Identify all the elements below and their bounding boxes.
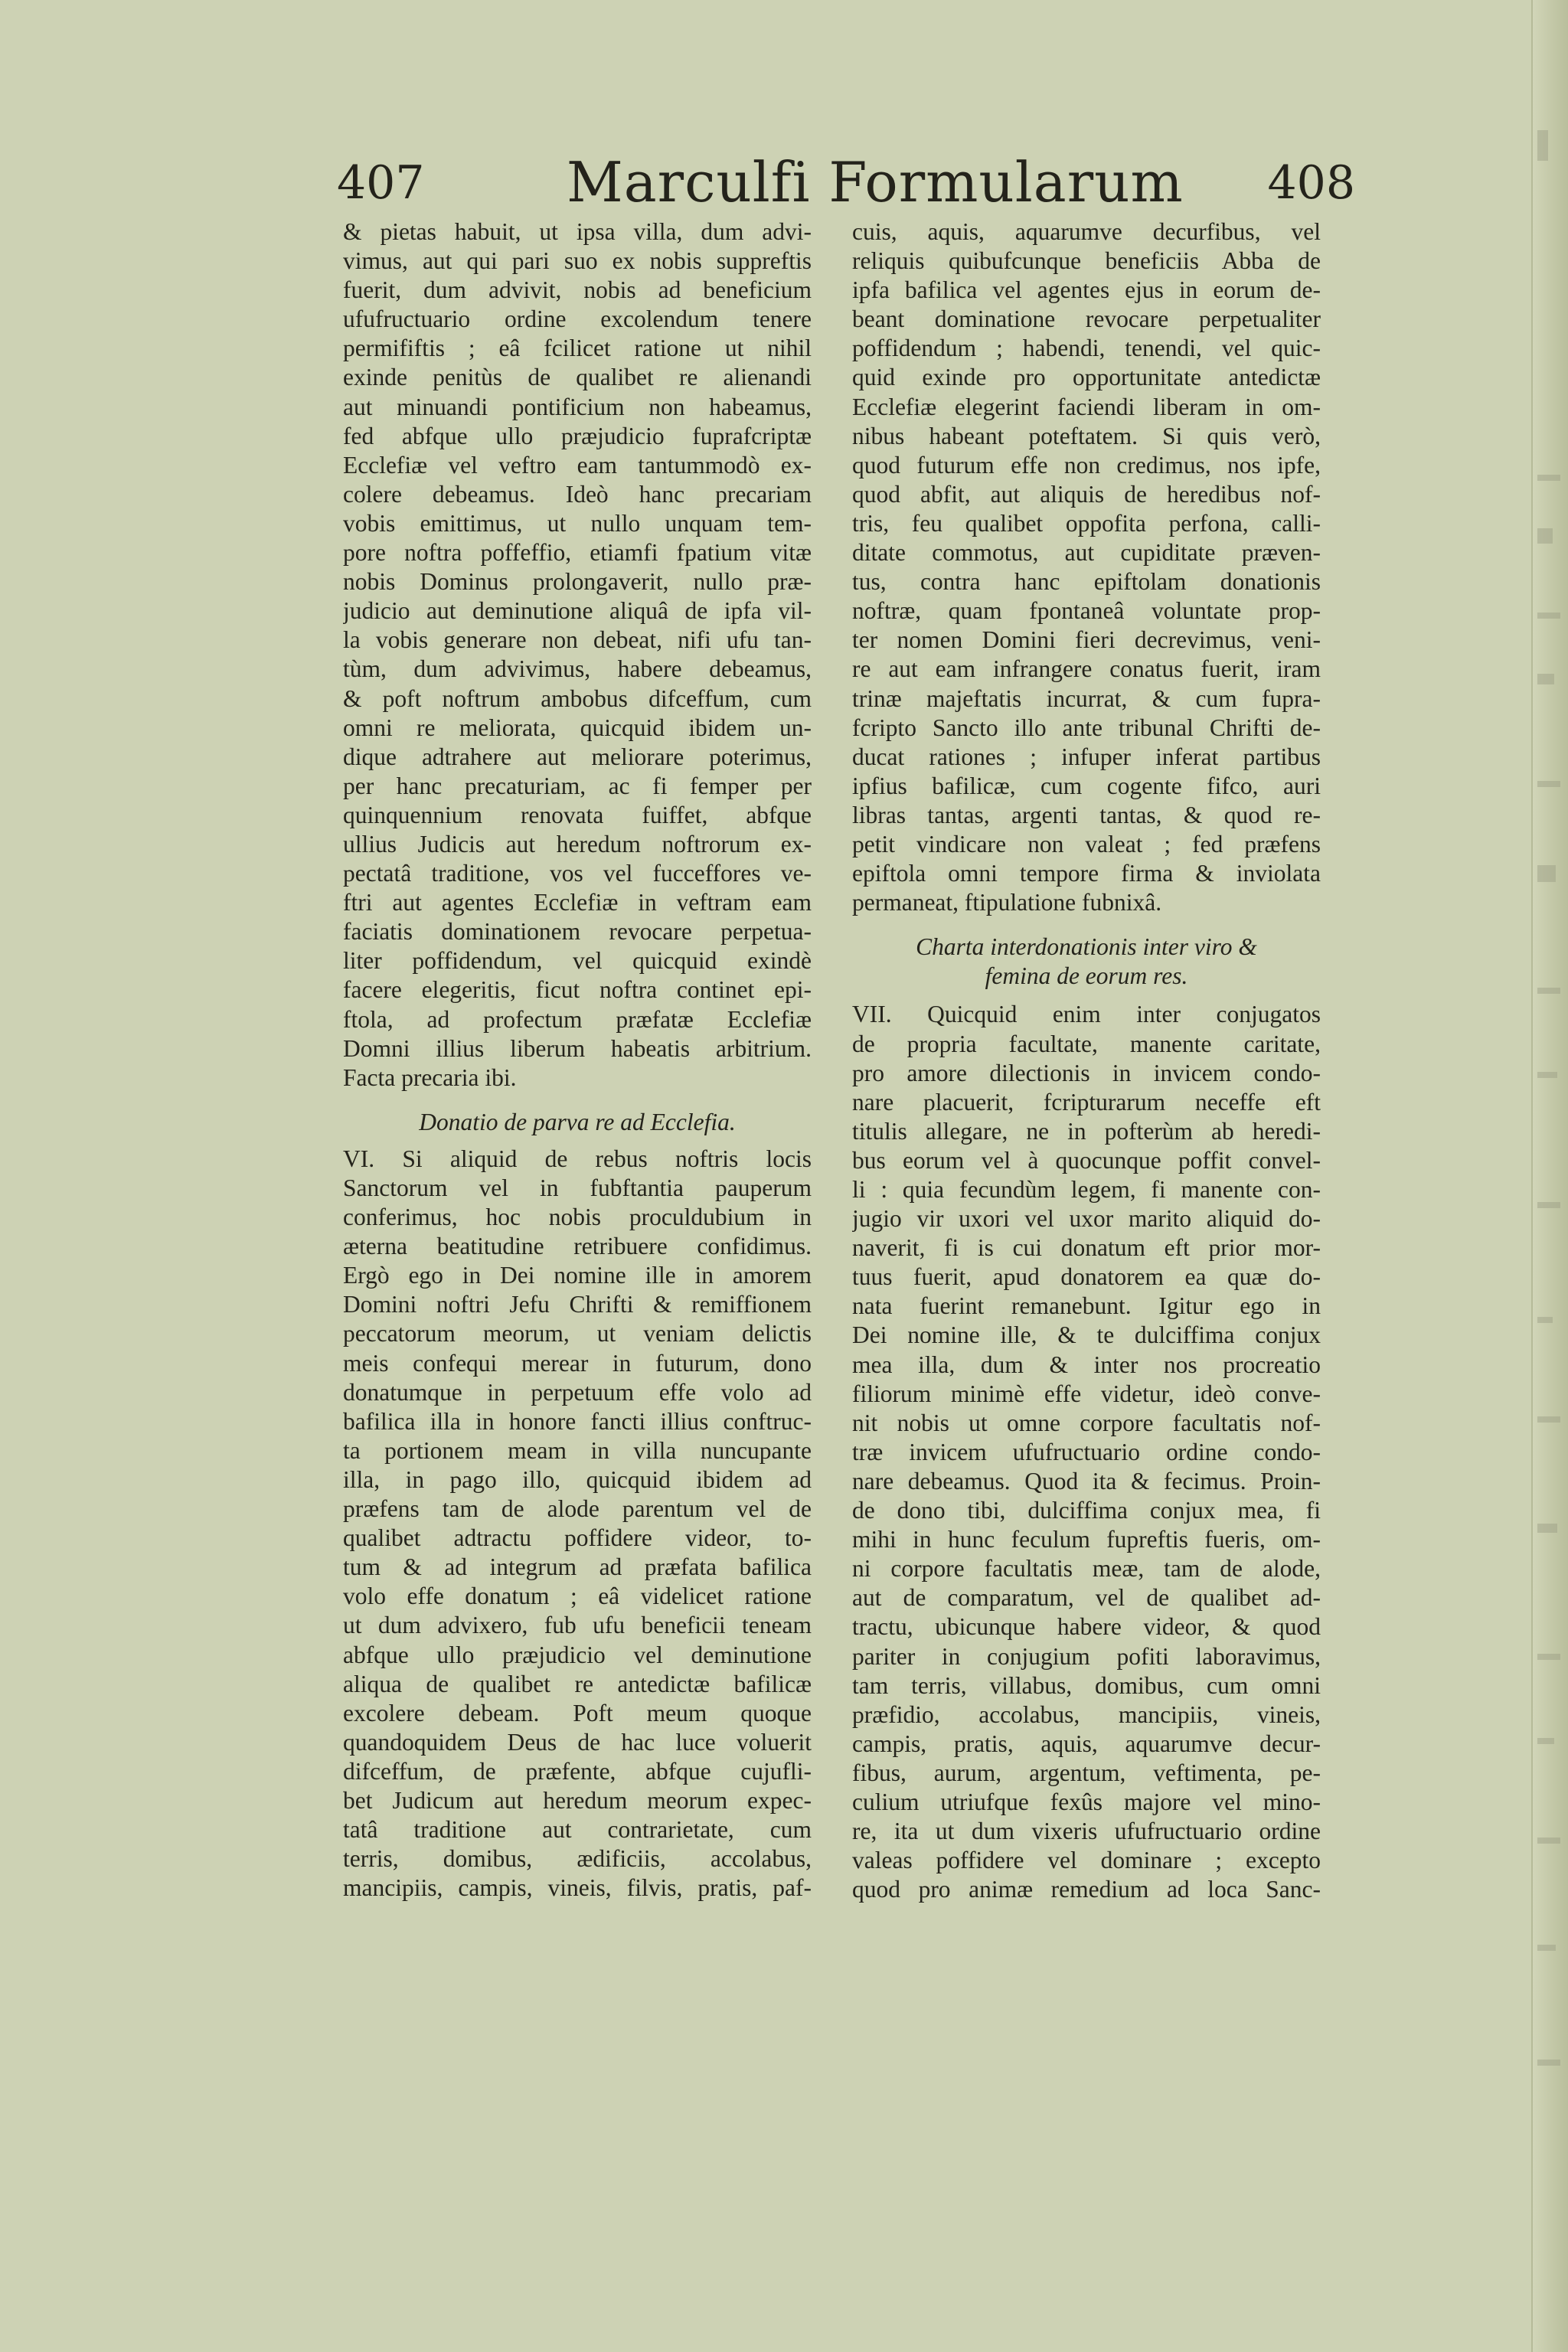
text-line: ditate commotus, aut cupiditate præven- <box>852 539 1321 567</box>
text-line: Domni illius liberum habeatis arbitrium. <box>343 1034 812 1062</box>
text-line: campis, pratis, aquis, aquarumve decur- <box>852 1730 1321 1757</box>
text-line: mancipiis, campis, vineis, filvis, pratis, paf- <box>343 1874 812 1902</box>
text-line: judicio aut deminutione aliquâ de ipfa vil- <box>343 597 812 625</box>
text-line: tùm, dum advivimus, habere debeamus, <box>343 655 812 683</box>
text-line: Ecclefiæ vel veftro eam tantummodò ex- <box>343 451 812 479</box>
text-line: ut dum advixero, fub ufu beneficii teneam <box>343 1612 812 1639</box>
text-line: culium utriufque fexûs majore vel mino- <box>852 1788 1321 1815</box>
text-line: de propria facultate, manente caritate, <box>852 1030 1321 1057</box>
section-heading-vii-line2: femina de eorum res. <box>985 962 1188 990</box>
text-line: ftola, ad profectum præfatæ Ecclefiæ <box>343 1005 812 1033</box>
text-line: fuerit, dum advivit, nobis ad beneficium <box>343 276 812 304</box>
facing-page-ink <box>1537 1738 1554 1744</box>
facing-page-ink <box>1537 1072 1557 1078</box>
text-line: colere debeamus. Ideò hanc precariam <box>343 480 812 508</box>
facing-page-ink <box>1537 1654 1560 1660</box>
text-line: naverit, fi is cui donatum eft prior mor- <box>852 1234 1321 1262</box>
facing-page-ink <box>1537 988 1560 994</box>
text-line: facere elegeritis, ficut noftra continet epi- <box>343 976 812 1004</box>
text-line: tuus fuerit, apud donatorem ea quæ do- <box>852 1263 1321 1291</box>
text-line: abfque ullo præjudicio vel deminutione <box>343 1641 812 1668</box>
text-line: poffidendum ; habendi, tenendi, vel quic- <box>852 335 1321 362</box>
text-line: de dono tibi, dulciffima conjux mea, fi <box>852 1497 1321 1524</box>
facing-page-ink <box>1537 1945 1556 1951</box>
text-line: nare placuerit, fcripturarum neceffe eft <box>852 1088 1321 1116</box>
facing-page-ink <box>1537 475 1560 481</box>
text-line: permaneat, ftipulatione fubnixâ. <box>852 889 1162 916</box>
text-line: quinquennium renovata fuiffet, abfque <box>343 801 812 828</box>
text-line: faciatis dominationem revocare perpetua- <box>343 918 812 946</box>
left-column-text <box>343 217 812 1093</box>
text-line: epiftola omni tempore firma & inviolata <box>852 860 1321 887</box>
page-number-left: 407 <box>337 156 425 210</box>
text-line: ta portionem meam in villa nuncupante <box>343 1436 812 1464</box>
facing-page-ink <box>1537 1416 1560 1423</box>
text-line: re, ita ut dum vixeris ufufructuario ordine <box>852 1818 1321 1845</box>
text-line: ipfa bafilica vel agentes ejus in eorum de- <box>852 276 1321 304</box>
text-line: nit nobis ut omne corpore facultatis nof- <box>852 1409 1321 1436</box>
running-header <box>337 150 1355 214</box>
right-column <box>852 217 1321 1904</box>
left-column <box>343 217 812 1903</box>
text-line: terris, domibus, ædificiis, accolabus, <box>343 1845 812 1873</box>
text-line: quid exinde pro opportunitate antedictæ <box>852 364 1321 391</box>
facing-page-ink <box>1537 1524 1557 1533</box>
text-line: nibus habeant poteftatem. Si quis verò, <box>852 422 1321 449</box>
left-column-text-vi <box>343 1145 812 1903</box>
text-line: nata fuerint remanebunt. Igitur ego in <box>852 1292 1321 1320</box>
text-line: & pietas habuit, ut ipsa villa, dum advi- <box>343 218 812 245</box>
text-line: præfidio, accolabus, mancipiis, vineis, <box>852 1700 1321 1728</box>
text-line: quod abfit, aut aliquis de heredibus nof- <box>852 480 1321 508</box>
text-line: difceffum, de præfente, abfque cujufli- <box>343 1757 812 1785</box>
text-line: ipfius bafilicæ, cum cogente fifco, auri <box>852 772 1321 799</box>
facing-page-ink <box>1537 781 1560 787</box>
text-line: ni corpore facultatis meæ, tam de alode, <box>852 1555 1321 1583</box>
facing-page-ink <box>1537 2060 1560 2066</box>
text-line: fed abfque ullo præjudicio fuprafcriptæ <box>343 422 812 449</box>
facing-page-ink <box>1537 1838 1560 1844</box>
text-line: peccatorum meorum, ut veniam delictis <box>343 1320 812 1348</box>
facing-page-ink <box>1537 612 1560 619</box>
text-line: tris, feu qualibet oppofita perfona, calli- <box>852 509 1321 537</box>
text-line: quod futurum effe non credimus, nos ipfe, <box>852 451 1321 479</box>
text-line: pro amore dilectionis in invicem condo- <box>852 1059 1321 1086</box>
text-line: vimus, aut qui pari suo ex nobis suppreftis <box>343 247 812 275</box>
text-line: Ergò ego in Dei nomine ille in amorem <box>343 1262 812 1289</box>
text-line: ufufructuario ordine excolendum tenere <box>343 305 812 333</box>
text-line: cuis, aquis, aquarumve decurfibus, vel <box>852 218 1321 245</box>
section-heading-vii-line1: Charta interdonationis inter viro & <box>916 933 1257 961</box>
text-line: ftri aut agentes Ecclefiæ in veftram eam <box>343 889 812 916</box>
text-line: filiorum minimè effe videtur, ideò conve- <box>852 1380 1321 1407</box>
text-line: mihi in hunc feculum fupreftis fueris, om- <box>852 1526 1321 1553</box>
text-line: VII. Quicquid enim inter conjugatos <box>852 1001 1321 1028</box>
text-line: VI. Si aliquid de rebus noftris locis <box>343 1145 812 1172</box>
facing-page-ink <box>1537 1202 1560 1208</box>
text-line: volo effe donatum ; eâ videlicet ratione <box>343 1583 812 1610</box>
text-line: permififtis ; eâ fcilicet ratione ut nihil <box>343 335 812 362</box>
text-line: fcripto Sancto illo ante tribunal Chrifti de- <box>852 714 1321 741</box>
text-line: jugio vir uxori vel uxor marito aliquid do- <box>852 1205 1321 1233</box>
text-line: ter nomen Domini fieri decrevimus, veni- <box>852 626 1321 654</box>
text-line: præfens tam de alode parentum vel de <box>343 1495 812 1523</box>
text-line: trinæ majeftatis incurrat, & cum fupra- <box>852 684 1321 712</box>
page-number-right: 408 <box>1267 156 1355 210</box>
text-line: excolere debeam. Poft meum quoque <box>343 1699 812 1726</box>
text-line: ullius Judicis aut heredum noftrorum ex- <box>343 830 812 858</box>
text-line: pariter in conjugium pofiti laboravimus, <box>852 1642 1321 1670</box>
text-line: aliqua de qualibet re antedictæ bafilicæ <box>343 1670 812 1697</box>
text-line: bus eorum vel à quocunque poffit convel- <box>852 1146 1321 1174</box>
text-line: bet Judicum aut heredum meorum expec- <box>343 1786 812 1814</box>
text-line: fibus, aurum, argentum, veftimenta, pe- <box>852 1759 1321 1786</box>
text-line: la vobis generare non debeat, nifi ufu tan- <box>343 626 812 654</box>
facing-page-ink <box>1537 865 1556 882</box>
text-line: Domini noftri Jefu Chrifti & remiffionem <box>343 1291 812 1318</box>
text-line: tatâ traditione aut contrarietate, cum <box>343 1816 812 1844</box>
text-line: dique adtrahere aut meliorare poterimus, <box>343 743 812 770</box>
text-line: tam terris, villabus, domibus, cum omni <box>852 1671 1321 1699</box>
text-line: tus, contra hanc epiftolam donationis <box>852 568 1321 596</box>
text-line: træ invicem ufufructuario ordine condo- <box>852 1438 1321 1465</box>
text-line: pectatâ traditione, vos vel fucceffores ve- <box>343 860 812 887</box>
text-line: aut de comparatum, vel de qualibet ad- <box>852 1584 1321 1612</box>
text-line: Dei nomine ille, & te dulciffima conjux <box>852 1321 1321 1349</box>
text-line: aut minuandi pontificium non habeamus, <box>343 393 812 420</box>
text-line: Sanctorum vel in fubftantia pauperum <box>343 1174 812 1201</box>
text-line: petit vindicare non valeat ; fed præfens <box>852 830 1321 858</box>
text-line: meis confequi merear in futurum, dono <box>343 1349 812 1377</box>
text-line: liter poffidendum, vel quicquid exindè <box>343 947 812 975</box>
right-column-text <box>852 217 1321 917</box>
text-line: reliquis quibufcunque beneficiis Abba de <box>852 247 1321 275</box>
text-line: libras tantas, argenti tantas, & quod re- <box>852 801 1321 828</box>
facing-page-ink <box>1537 528 1553 544</box>
text-line: Ecclefiæ elegerint faciendi liberam in om- <box>852 393 1321 420</box>
text-line: & poft noftrum ambobus difceffum, cum <box>343 684 812 712</box>
text-line: æterna beatitudine retribuere confidimus. <box>343 1233 812 1260</box>
text-line: bafilica illa in honore fancti illius conftruc- <box>343 1407 812 1435</box>
text-line: re aut eam infrangere conatus fuerit, iram <box>852 655 1321 683</box>
text-line: beant dominatione revocare perpetualiter <box>852 305 1321 333</box>
text-line: mea illa, dum & inter nos procreatio <box>852 1351 1321 1378</box>
text-line: tum & ad integrum ad præfata bafilica <box>343 1553 812 1581</box>
right-column-text-vii <box>852 1000 1321 1904</box>
facing-page-ink <box>1537 1317 1553 1323</box>
text-line: quod pro animæ remedium ad loca Sanc- <box>852 1876 1321 1903</box>
text-line: ducat rationes ; infuper inferat partibus <box>852 743 1321 770</box>
text-line: Facta precaria ibi. <box>343 1063 517 1091</box>
text-line: valeas poffidere vel dominare ; excepto <box>852 1847 1321 1874</box>
text-line: conferimus, hoc nobis proculdubium in <box>343 1204 812 1231</box>
text-line: nare debeamus. Quod ita & fecimus. Proin- <box>852 1467 1321 1494</box>
section-heading-vi: Donatio de parva re ad Ecclefia. <box>419 1108 736 1135</box>
text-line: quandoquidem Deus de hac luce voluerit <box>343 1728 812 1756</box>
text-line: noftræ, quam fpontaneâ voluntate prop- <box>852 597 1321 625</box>
text-line: per hanc precaturiam, ac fi femper per <box>343 772 812 799</box>
text-line: donatumque in perpetuum effe volo ad <box>343 1378 812 1406</box>
facing-page-ink <box>1537 130 1548 161</box>
text-line: illa, in pago illo, quicquid ibidem ad <box>343 1465 812 1493</box>
text-line: tractu, ubicunque habere videor, & quod <box>852 1613 1321 1641</box>
text-line: qualibet adtractu poffidere videor, to- <box>343 1524 812 1552</box>
text-line: pore noftra poffeffio, etiamfi fpatium vitæ <box>343 539 812 567</box>
text-line: titulis allegare, ne in pofterùm ab heredi- <box>852 1117 1321 1145</box>
facing-page-edge <box>1531 0 1568 2352</box>
text-line: vobis emittimus, ut nullo unquam tem- <box>343 509 812 537</box>
facing-page-ink <box>1537 674 1554 684</box>
text-line: li : quia fecundùm legem, fi manente con- <box>852 1176 1321 1203</box>
running-title: Marculfi Formularum <box>567 150 1184 214</box>
text-line: exinde penitùs de qualibet re alienandi <box>343 364 812 391</box>
text-line: nobis Dominus prolongaverit, nullo præ- <box>343 568 812 596</box>
text-line: omni re meliorata, quicquid ibidem un- <box>343 714 812 741</box>
